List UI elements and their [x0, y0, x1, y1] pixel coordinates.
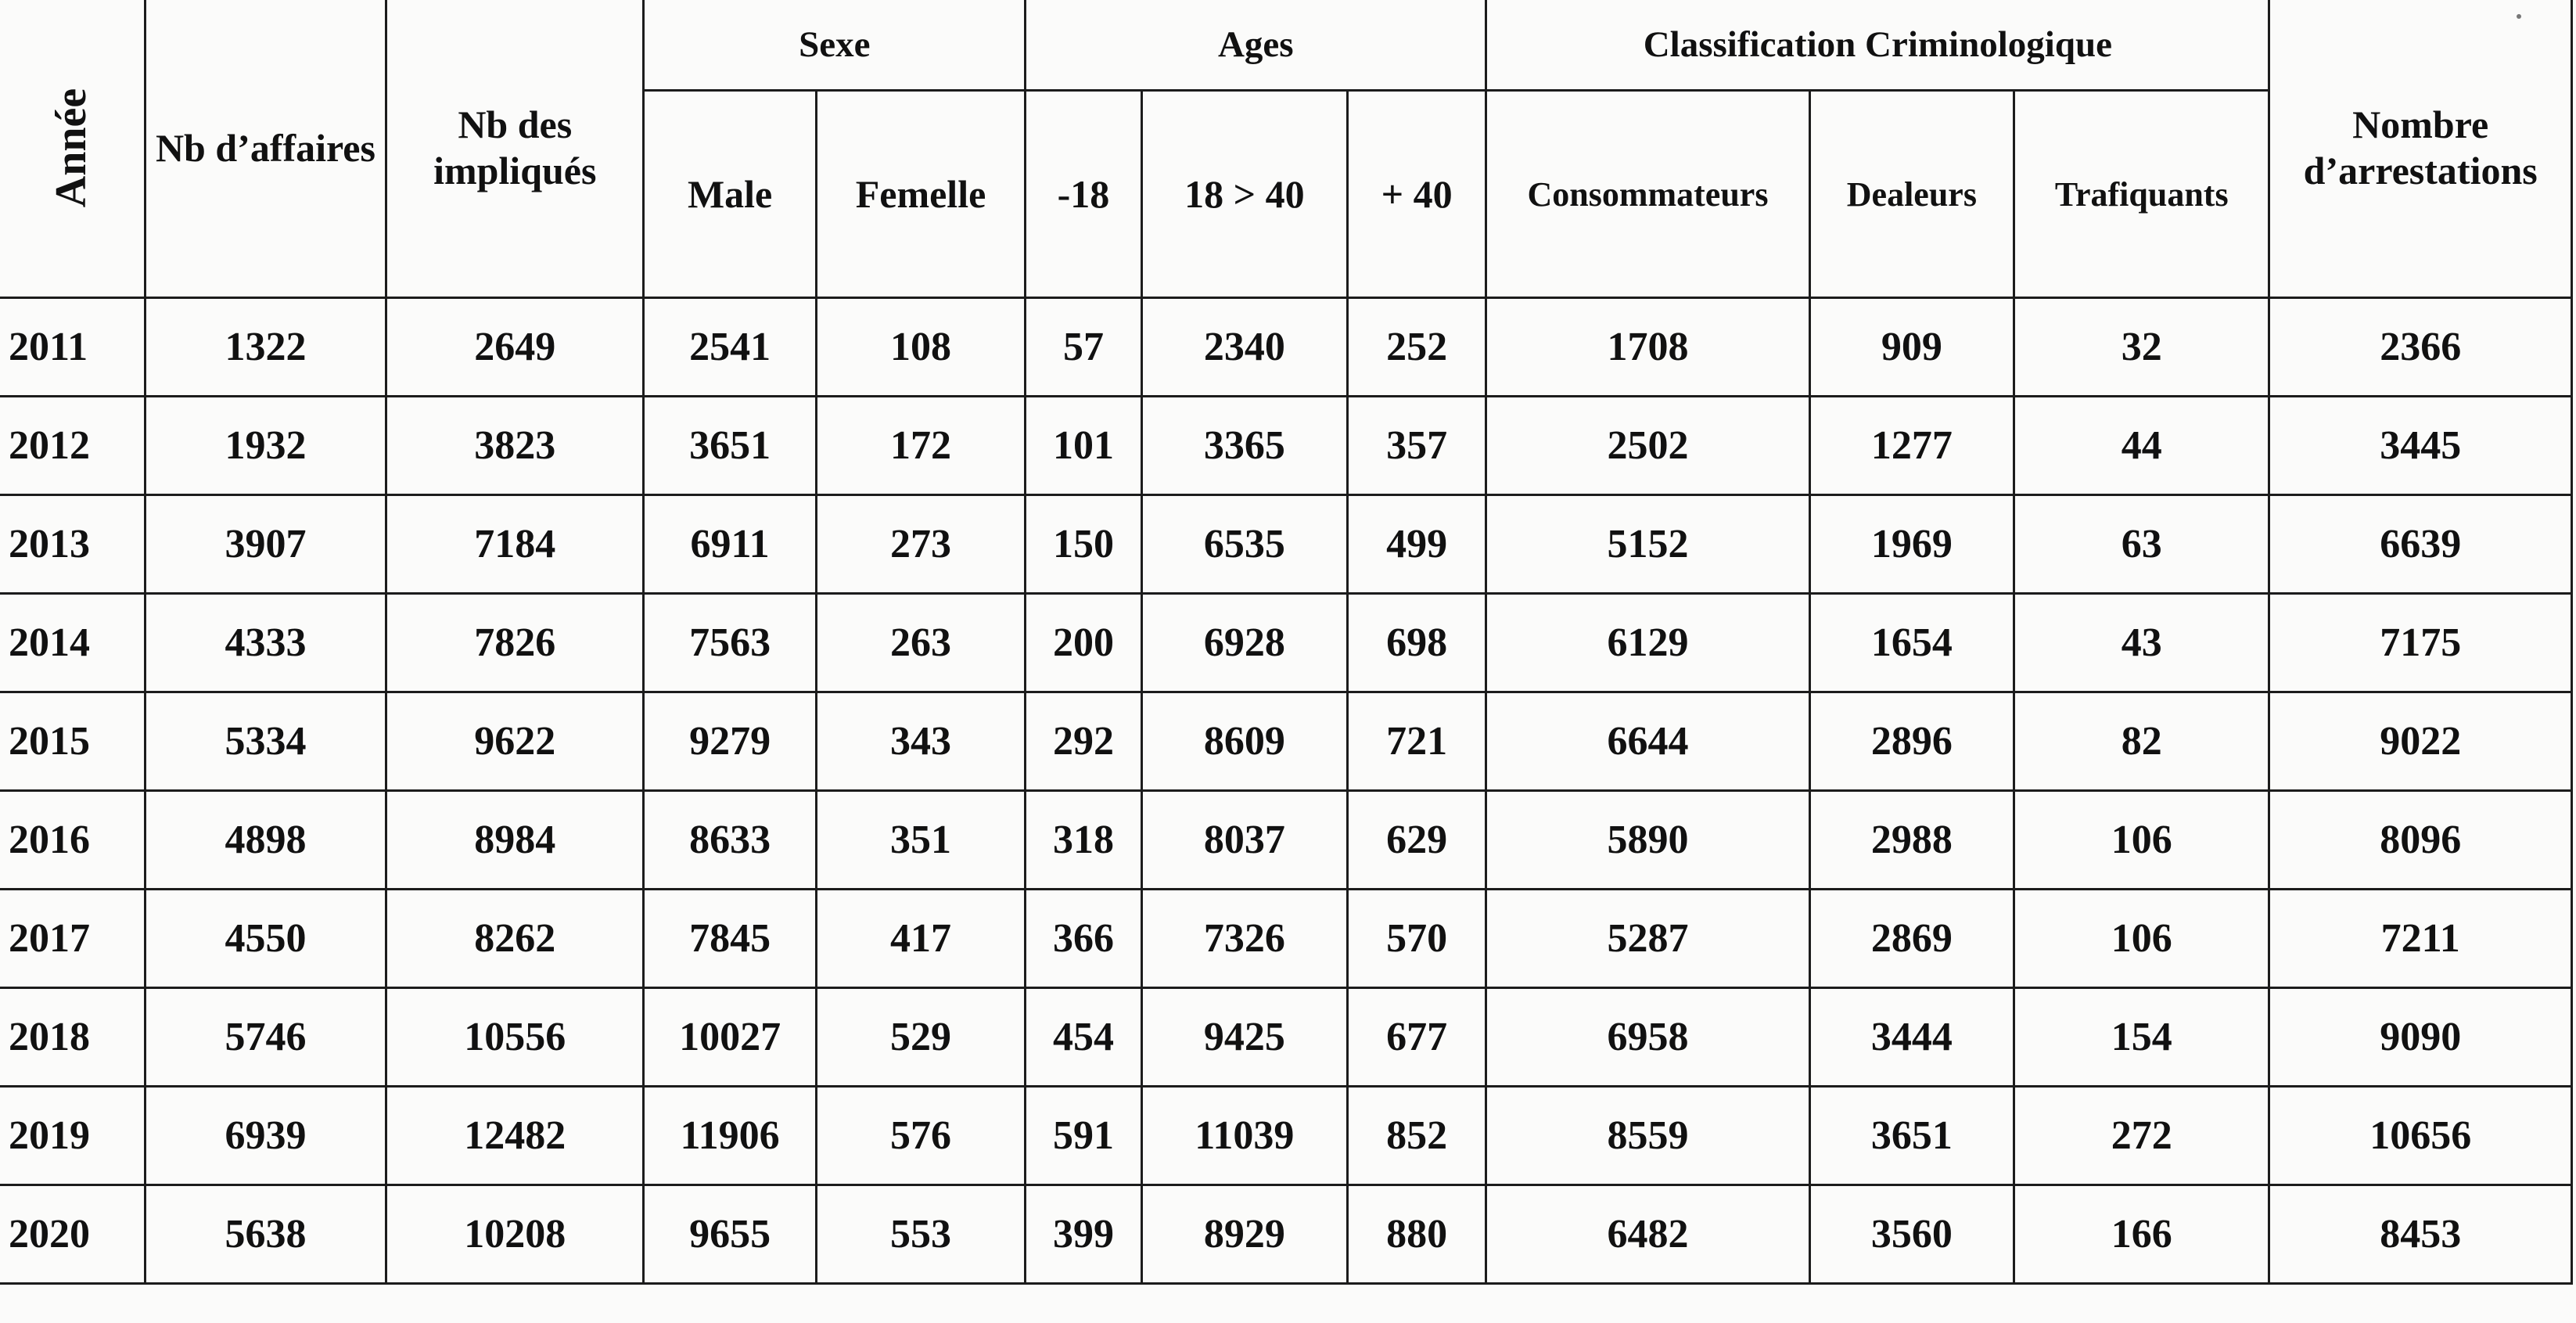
cell-trafiquants: 44: [2014, 397, 2269, 495]
cell-moins-18: 57: [1026, 298, 1142, 397]
cell-consommateurs: 1708: [1486, 298, 1809, 397]
cell-trafiquants: 166: [2014, 1185, 2269, 1284]
cell-consommateurs: 6644: [1486, 692, 1809, 791]
cell-impliques: 7184: [386, 495, 644, 594]
cell-femelle: 172: [816, 397, 1025, 495]
cell-trafiquants: 82: [2014, 692, 2269, 791]
cell-femelle: 108: [816, 298, 1025, 397]
cell-annee: 2018: [0, 988, 145, 1087]
cell-male: 8633: [644, 791, 816, 890]
header-nb-affaires: Nb d’affaires: [145, 0, 386, 298]
cell-male: 7563: [644, 594, 816, 692]
header-age-moins-18: -18: [1026, 91, 1142, 298]
header-ages: Ages: [1026, 0, 1486, 91]
cell-affaires: 1322: [145, 298, 386, 397]
table-row: [0, 298, 2572, 397]
cell-trafiquants: 106: [2014, 791, 2269, 890]
cell-arrestations: 9090: [2269, 988, 2572, 1087]
cell-affaires: 6939: [145, 1087, 386, 1185]
cell-arrestations: 8096: [2269, 791, 2572, 890]
cell-18-40: 2340: [1141, 298, 1347, 397]
cell-trafiquants: 63: [2014, 495, 2269, 594]
cell-impliques: 8262: [386, 890, 644, 988]
header-annee-label: Année: [47, 88, 96, 208]
cell-femelle: 576: [816, 1087, 1025, 1185]
cell-male: 6911: [644, 495, 816, 594]
cell-plus-40: 721: [1347, 692, 1486, 791]
cell-annee: 2020: [0, 1185, 145, 1284]
cell-femelle: 417: [816, 890, 1025, 988]
cell-consommateurs: 6482: [1486, 1185, 1809, 1284]
header-trafiquants: Trafiquants: [2014, 91, 2269, 298]
header-annee: [0, 0, 145, 298]
cell-affaires: 5334: [145, 692, 386, 791]
table-row: [0, 594, 2572, 692]
cell-consommateurs: 6129: [1486, 594, 1809, 692]
cell-dealeurs: 909: [1809, 298, 2014, 397]
cell-18-40: 9425: [1141, 988, 1347, 1087]
cell-impliques: 9622: [386, 692, 644, 791]
cell-affaires: 5638: [145, 1185, 386, 1284]
cell-affaires: 4333: [145, 594, 386, 692]
cell-consommateurs: 8559: [1486, 1087, 1809, 1185]
cell-femelle: 529: [816, 988, 1025, 1087]
cell-plus-40: 852: [1347, 1087, 1486, 1185]
cell-moins-18: 101: [1026, 397, 1142, 495]
cell-plus-40: 252: [1347, 298, 1486, 397]
cell-dealeurs: 2896: [1809, 692, 2014, 791]
cell-moins-18: 454: [1026, 988, 1142, 1087]
cell-18-40: 6928: [1141, 594, 1347, 692]
cell-affaires: 1932: [145, 397, 386, 495]
header-age-18-40: 18 > 40: [1141, 91, 1347, 298]
cell-femelle: 553: [816, 1185, 1025, 1284]
table-header: [0, 0, 2572, 298]
cell-affaires: 4550: [145, 890, 386, 988]
cell-dealeurs: 1277: [1809, 397, 2014, 495]
cell-annee: 2012: [0, 397, 145, 495]
header-nb-impliques: Nb des impliqués: [386, 0, 644, 298]
cell-trafiquants: 272: [2014, 1087, 2269, 1185]
cell-dealeurs: 1654: [1809, 594, 2014, 692]
cell-plus-40: 499: [1347, 495, 1486, 594]
cell-arrestations: 8453: [2269, 1185, 2572, 1284]
cell-18-40: 7326: [1141, 890, 1347, 988]
cell-arrestations: 6639: [2269, 495, 2572, 594]
cell-annee: 2019: [0, 1087, 145, 1185]
cell-18-40: 8037: [1141, 791, 1347, 890]
table-row: [0, 791, 2572, 890]
header-classification: Classification Criminologique: [1486, 0, 2269, 91]
cell-trafiquants: 32: [2014, 298, 2269, 397]
cell-affaires: 4898: [145, 791, 386, 890]
cell-moins-18: 150: [1026, 495, 1142, 594]
cell-annee: 2016: [0, 791, 145, 890]
table-row: [0, 397, 2572, 495]
cell-dealeurs: 3651: [1809, 1087, 2014, 1185]
cell-18-40: 6535: [1141, 495, 1347, 594]
cell-male: 3651: [644, 397, 816, 495]
cell-arrestations: 7211: [2269, 890, 2572, 988]
cell-impliques: 10556: [386, 988, 644, 1087]
cell-plus-40: 357: [1347, 397, 1486, 495]
cell-dealeurs: 2988: [1809, 791, 2014, 890]
cell-annee: 2011: [0, 298, 145, 397]
cell-male: 9655: [644, 1185, 816, 1284]
table-row: [0, 1087, 2572, 1185]
cell-femelle: 273: [816, 495, 1025, 594]
cell-dealeurs: 3444: [1809, 988, 2014, 1087]
cell-plus-40: 880: [1347, 1185, 1486, 1284]
cell-trafiquants: 154: [2014, 988, 2269, 1087]
cell-male: 9279: [644, 692, 816, 791]
table-row: [0, 495, 2572, 594]
cell-annee: 2013: [0, 495, 145, 594]
table-row: [0, 692, 2572, 791]
header-sexe: Sexe: [644, 0, 1026, 91]
table-row: [0, 1185, 2572, 1284]
cell-consommateurs: 2502: [1486, 397, 1809, 495]
cell-plus-40: 570: [1347, 890, 1486, 988]
cell-18-40: 8929: [1141, 1185, 1347, 1284]
cell-impliques: 3823: [386, 397, 644, 495]
cell-consommateurs: 6958: [1486, 988, 1809, 1087]
cell-annee: 2015: [0, 692, 145, 791]
cell-18-40: 3365: [1141, 397, 1347, 495]
cell-impliques: 2649: [386, 298, 644, 397]
cell-arrestations: 9022: [2269, 692, 2572, 791]
cell-impliques: 10208: [386, 1185, 644, 1284]
cell-moins-18: 591: [1026, 1087, 1142, 1185]
cell-plus-40: 698: [1347, 594, 1486, 692]
header-consommateurs: Consommateurs: [1486, 91, 1809, 298]
cell-consommateurs: 5287: [1486, 890, 1809, 988]
table-body: [0, 298, 2572, 1284]
cell-male: 2541: [644, 298, 816, 397]
cell-femelle: 343: [816, 692, 1025, 791]
cell-male: 11906: [644, 1087, 816, 1185]
cell-male: 7845: [644, 890, 816, 988]
header-femelle: Femelle: [816, 91, 1025, 298]
cell-18-40: 8609: [1141, 692, 1347, 791]
header-male: Male: [644, 91, 816, 298]
header-age-plus-40: + 40: [1347, 91, 1486, 298]
cell-impliques: 8984: [386, 791, 644, 890]
cell-annee: 2017: [0, 890, 145, 988]
cell-plus-40: 629: [1347, 791, 1486, 890]
cell-dealeurs: 3560: [1809, 1185, 2014, 1284]
cell-arrestations: 7175: [2269, 594, 2572, 692]
cell-impliques: 7826: [386, 594, 644, 692]
cell-consommateurs: 5152: [1486, 495, 1809, 594]
cell-arrestations: 3445: [2269, 397, 2572, 495]
cell-plus-40: 677: [1347, 988, 1486, 1087]
cell-moins-18: 292: [1026, 692, 1142, 791]
cell-18-40: 11039: [1141, 1087, 1347, 1185]
cell-affaires: 5746: [145, 988, 386, 1087]
cell-male: 10027: [644, 988, 816, 1087]
cell-moins-18: 200: [1026, 594, 1142, 692]
cell-annee: 2014: [0, 594, 145, 692]
cell-arrestations: 2366: [2269, 298, 2572, 397]
cell-femelle: 263: [816, 594, 1025, 692]
cell-consommateurs: 5890: [1486, 791, 1809, 890]
cell-moins-18: 318: [1026, 791, 1142, 890]
cell-dealeurs: 1969: [1809, 495, 2014, 594]
cell-affaires: 3907: [145, 495, 386, 594]
cell-arrestations: 10656: [2269, 1087, 2572, 1185]
cell-trafiquants: 43: [2014, 594, 2269, 692]
header-dealeurs: Dealeurs: [1809, 91, 2014, 298]
table-row: [0, 890, 2572, 988]
cell-impliques: 12482: [386, 1087, 644, 1185]
cell-moins-18: 366: [1026, 890, 1142, 988]
table-row: [0, 988, 2572, 1087]
cell-moins-18: 399: [1026, 1185, 1142, 1284]
cell-trafiquants: 106: [2014, 890, 2269, 988]
cell-dealeurs: 2869: [1809, 890, 2014, 988]
cell-femelle: 351: [816, 791, 1025, 890]
header-nombre-arrestations: Nombre d’arrestations: [2269, 0, 2572, 298]
